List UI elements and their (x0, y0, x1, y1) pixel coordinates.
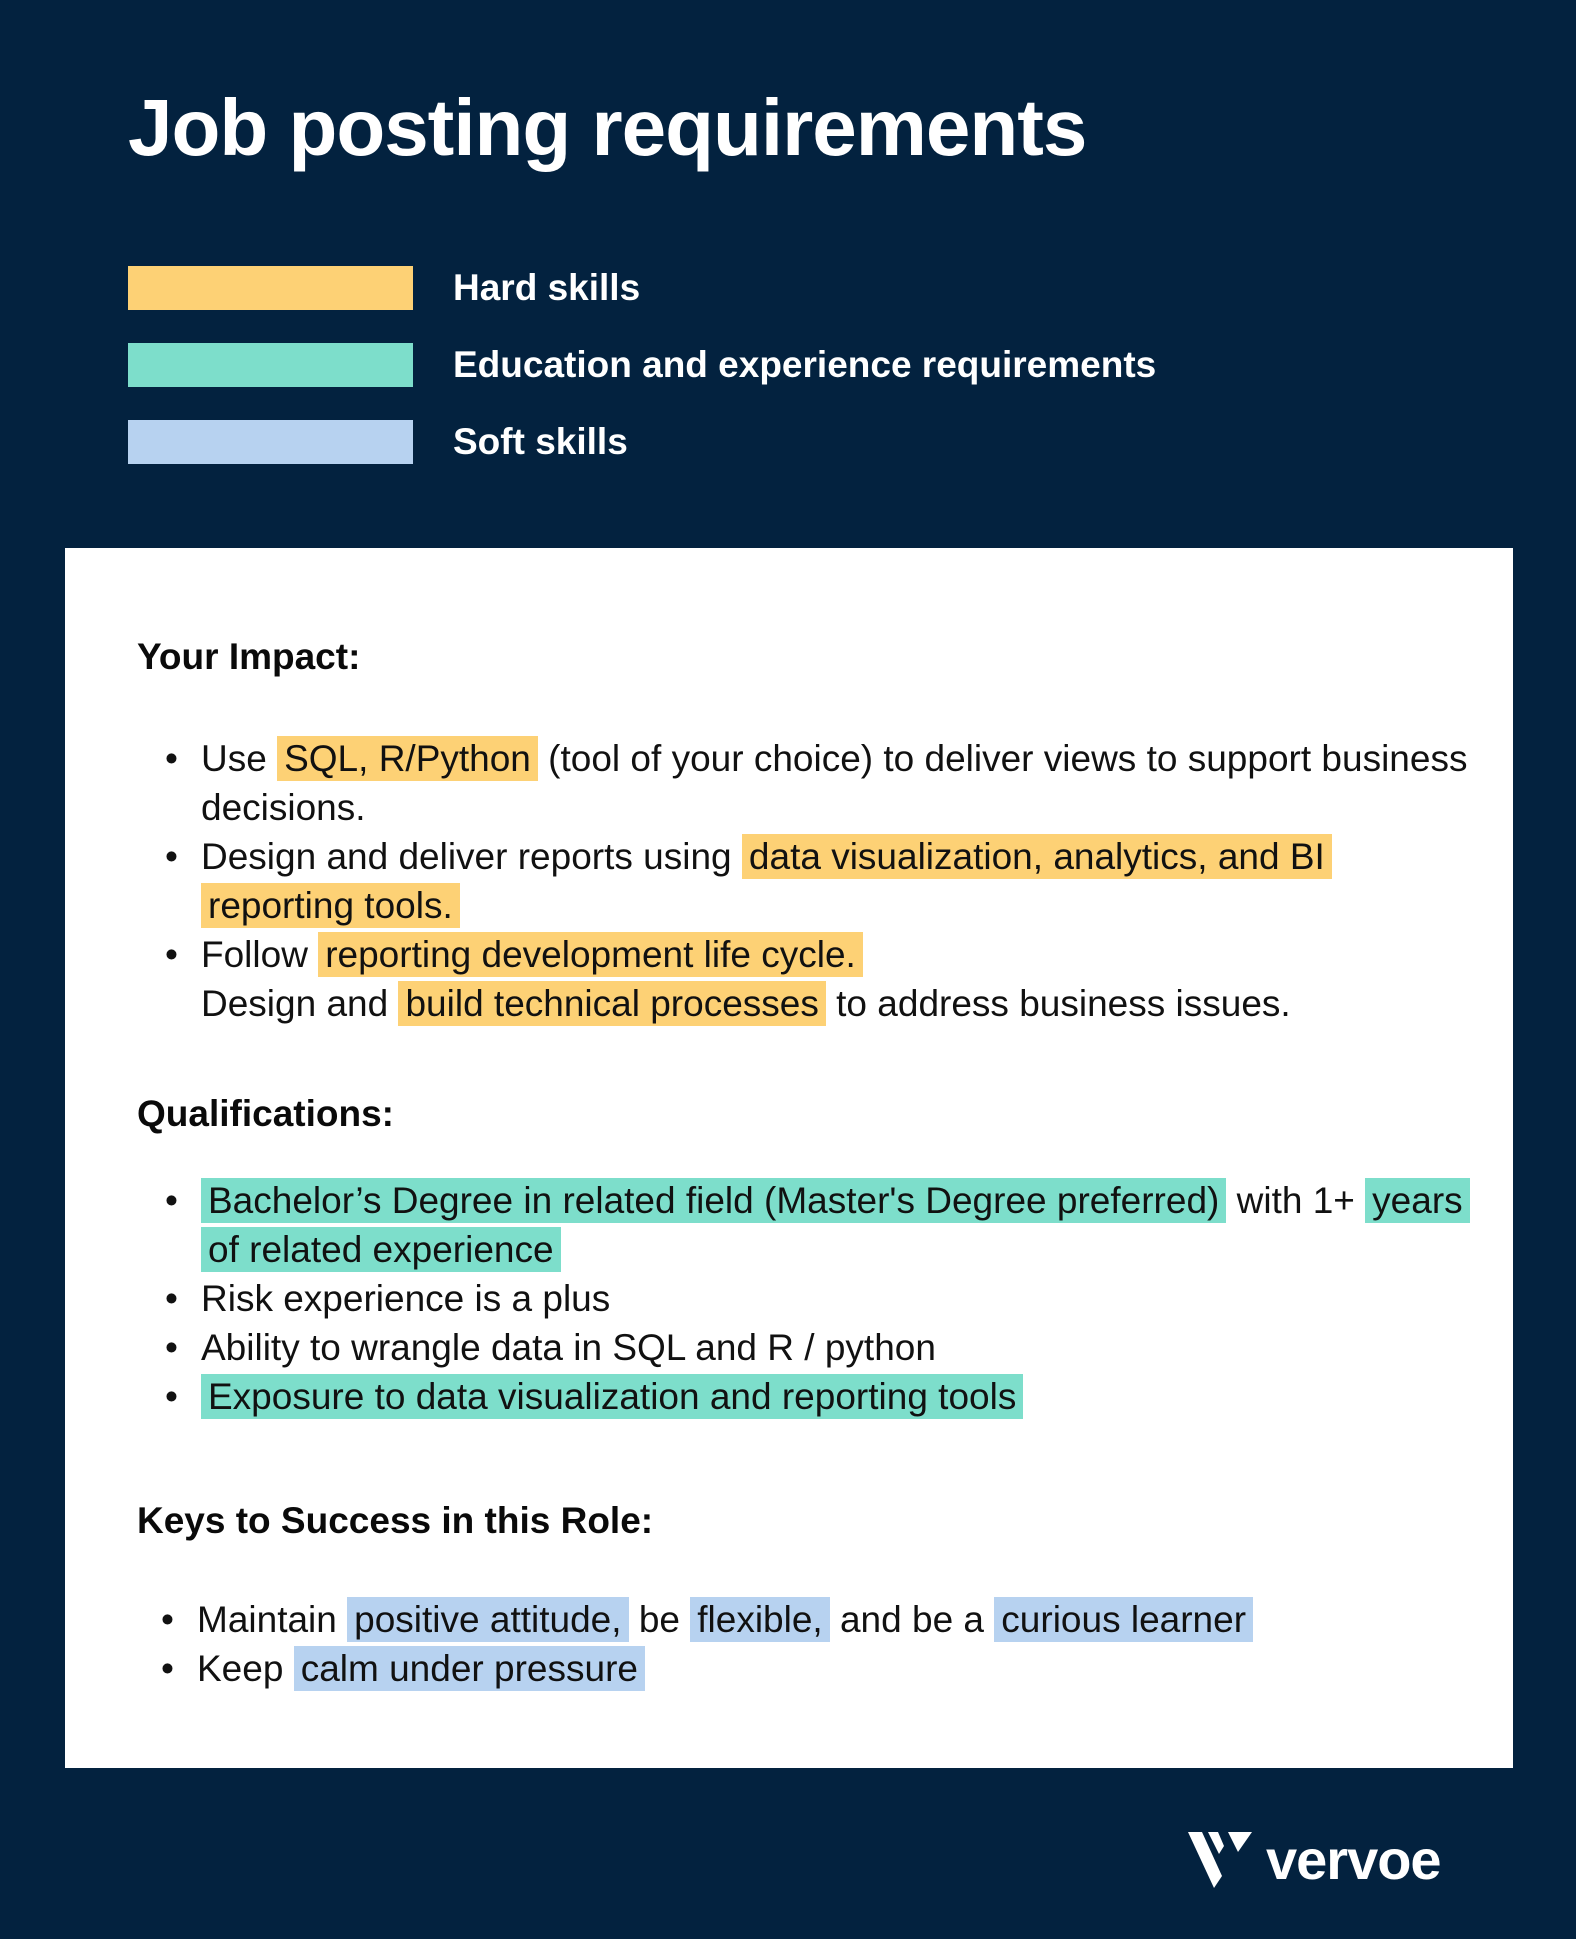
legend-label: Soft skills (453, 421, 628, 462)
text-segment: (tool of your choice) to deliver views to support business decisions. (201, 738, 1468, 828)
qualifications-list (137, 1176, 1477, 1421)
list-item (137, 930, 1477, 1028)
soft-skill-highlight: calm under pressure (294, 1646, 645, 1691)
legend-item-hard-skills (128, 266, 1156, 310)
list-item (133, 1644, 1473, 1693)
list-item (137, 1274, 1477, 1323)
hard-skill-highlight: reporting development life cycle. (318, 932, 863, 977)
hard-skill-highlight: data visualization, analytics, and BI reporting tools. (201, 834, 1332, 928)
list-item (137, 1176, 1477, 1274)
vervoe-logo-icon (1188, 1832, 1252, 1888)
education-highlight: years of related experience (201, 1178, 1470, 1272)
bullet-dot: • (161, 1648, 174, 1689)
legend (128, 266, 1156, 497)
bullet-dot: • (165, 1278, 178, 1319)
education-highlight: Exposure to data visualization and reporting tools (201, 1374, 1023, 1419)
section-title-qualifications: Qualifications: (137, 1093, 394, 1134)
bullet-dot: • (165, 1376, 178, 1417)
text-segment: to address business issues. (836, 983, 1291, 1024)
job-posting-card (65, 548, 1513, 1768)
text-segment: be (638, 1599, 680, 1640)
text-segment: and be a (839, 1599, 985, 1640)
keys-list (133, 1595, 1473, 1693)
legend-label: Hard skills (453, 267, 641, 308)
bullet-dot: • (165, 1327, 178, 1368)
page-title: Job posting requirements (128, 83, 1087, 172)
list-item (137, 832, 1477, 930)
list-item (137, 734, 1477, 832)
legend-swatch-hard-skills (128, 266, 413, 310)
legend-swatch-soft-skills (128, 420, 413, 464)
text-segment: with 1+ (1236, 1180, 1355, 1221)
text-segment: Design and deliver reports using (201, 836, 732, 877)
text-segment: Use (201, 738, 267, 779)
soft-skill-highlight: positive attitude, (347, 1597, 628, 1642)
impact-list (137, 734, 1477, 1028)
continuation-line (201, 979, 1477, 1028)
soft-skill-highlight: flexible, (690, 1597, 829, 1642)
bullet-dot: • (165, 1180, 178, 1221)
hard-skill-highlight: build technical processes (398, 981, 825, 1026)
text-segment: Maintain (197, 1599, 337, 1640)
text-segment: Design and (201, 983, 389, 1024)
legend-swatch-education (128, 343, 413, 387)
soft-skill-highlight: curious learner (994, 1597, 1253, 1642)
section-title-your-impact: Your Impact: (137, 636, 361, 677)
text-segment: Follow (201, 934, 308, 975)
text-segment: Ability to wrangle data in SQL and R / python (201, 1327, 936, 1368)
bullet-dot: • (161, 1599, 174, 1640)
bullet-dot: • (165, 738, 178, 779)
list-item (137, 1372, 1477, 1421)
legend-label: Education and experience requirements (453, 344, 1157, 385)
education-highlight: Bachelor’s Degree in related field (Master's Degree preferred) (201, 1178, 1226, 1223)
legend-item-soft-skills (128, 420, 1156, 464)
bullet-dot: • (165, 934, 178, 975)
text-segment: Keep (197, 1648, 284, 1689)
legend-item-education (128, 343, 1156, 387)
brand-logo (1188, 1828, 1441, 1891)
brand-wordmark: vervoe (1266, 1828, 1441, 1891)
section-title-keys-to-success: Keys to Success in this Role: (137, 1500, 654, 1541)
text-segment: Risk experience is a plus (201, 1278, 611, 1319)
hard-skill-highlight: SQL, R/Python (277, 736, 538, 781)
list-item (137, 1323, 1477, 1372)
bullet-dot: • (165, 836, 178, 877)
list-item (133, 1595, 1473, 1644)
